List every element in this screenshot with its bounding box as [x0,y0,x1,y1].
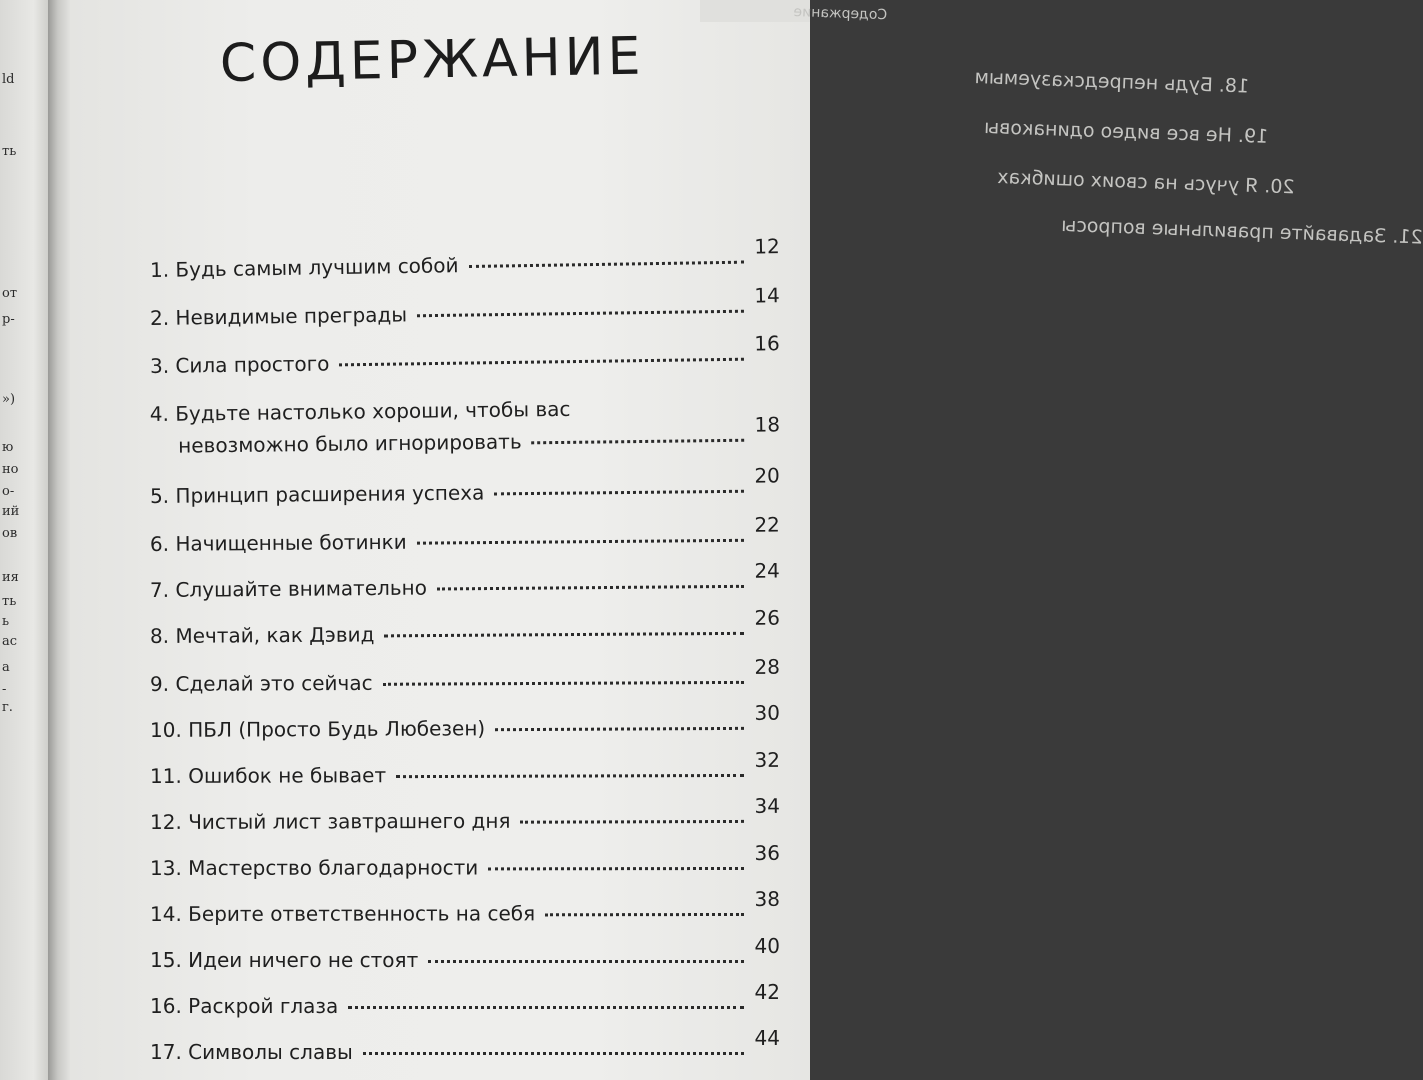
toc-entry-title: Принцип расширения успеха [175,480,485,508]
toc-entry-title: Берите ответственность на себя [188,901,536,926]
toc-entry-number: 14. [149,901,182,926]
toc-entry [149,747,780,788]
toc-entry-page: 42 [754,980,780,1004]
toc-entry-title: Будьте настолько хороши, чтобы вас [175,396,571,426]
facing-page-edge [0,0,48,1080]
toc-entry [150,1026,780,1064]
toc-entry-number: 8. [149,623,170,648]
toc-entry-page: 32 [754,747,780,772]
toc-entry-number: 3. [149,353,170,378]
toc-entry-page: 44 [754,1026,780,1050]
toc-entry-title: Будь самым лучшим собой [175,253,459,282]
toc-entry-page: 28 [754,654,780,679]
dot-leader [363,1052,744,1055]
show-through-text: Содержание [793,4,888,24]
dot-leader [396,774,744,778]
toc-entry-page: 14 [754,283,780,308]
toc-entry-title: Мечтай, как Дэвид [175,622,375,648]
toc-entry-page: 26 [754,605,780,630]
facing-page-fragment: о- [2,484,15,499]
toc-entry [149,234,780,282]
dot-leader [339,358,744,367]
show-through-text: 18. Будь непредсказуемым [974,66,1250,98]
facing-page-fragment: ть [2,144,17,159]
toc-entry-number: 6. [149,531,170,556]
toc-entry-title: Сила простого [175,351,330,378]
dot-leader [383,681,744,686]
dot-leader [469,261,744,268]
toc-entry [149,840,780,880]
show-through-text: 19. Не все видео одинаковы [983,116,1269,148]
toc-entry-number: 16. [150,994,182,1018]
facing-page-fragment: ю [2,440,14,455]
facing-page-fragment: ь [2,614,10,629]
toc-entry [150,934,780,972]
toc-entry-page: 16 [754,331,780,356]
toc-entry [149,463,780,508]
toc-entry-title: Идеи ничего не стоят [188,948,419,972]
toc-entry [149,793,780,834]
page-title: СОДЕРЖАНИЕ [219,26,645,94]
toc-entry-page: 40 [754,934,780,958]
facing-page-fragment: от [2,286,18,301]
toc-entry-title: Начищенные ботинки [175,529,407,556]
dot-leader [532,439,745,445]
dot-leader [417,310,744,318]
facing-page-fragment: ») [2,392,16,407]
toc-entry [149,654,780,696]
toc-entry-title: Символы славы [188,1040,353,1064]
facing-page-fragment: - [2,682,7,697]
contents-page [70,0,1423,1080]
toc-entry-number: 12. [149,809,182,834]
dot-leader [545,913,744,916]
facing-page-fragment: г. [2,700,13,715]
toc-entry [150,394,781,458]
facing-page-fragment: ия [2,570,19,585]
facing-page-fragment: ов [2,526,18,541]
dot-leader [437,585,744,591]
show-through-text: 21. Задавайте правильные вопросы [1061,214,1423,249]
toc-entry-title: Ошибок не бывает [188,763,387,788]
toc-entry-number: 15. [150,948,182,972]
facing-page-fragment: ас [2,634,18,649]
toc-entry-title: ПБЛ (Просто Будь Любезен) [188,716,486,742]
toc-entry-page: 12 [754,234,780,259]
toc-entry-page: 34 [754,793,780,818]
toc-entry-number: 1. [149,257,170,282]
toc-entry-title: Слушайте внимательно [175,575,428,602]
dot-leader [495,727,744,731]
facing-page-fragment: но [2,462,19,477]
toc-entry-number: 4. [149,401,170,427]
toc-entry-number: 9. [149,671,170,696]
toc-entry-title: Сделай это сейчас [175,670,373,696]
toc-entry-number: 17. [150,1040,182,1064]
toc-entry-page: 22 [754,512,780,537]
toc-entry-title-continued: невозможно было игнорировать [178,429,522,458]
toc-entry-page: 36 [754,840,780,865]
toc-entry-number: 7. [149,577,170,602]
toc-entry [149,512,780,556]
toc-entry [149,886,780,926]
toc-entry-number: 5. [149,483,170,508]
toc-entry [149,283,780,330]
toc-entry-title: Чистый лист завтрашнего дня [188,808,511,834]
facing-page-fragment: ий [2,504,20,519]
show-through-text: 20. Я учусь на своих ошибках [996,166,1295,199]
toc-entry-page: 18 [754,412,781,437]
toc-entry-page: 38 [754,886,780,911]
dot-leader [494,490,744,496]
facing-page-fragment: а [2,660,10,675]
facing-page-fragment: р- [2,312,15,327]
toc-entry-title: Раскрой глаза [188,994,339,1018]
dot-leader [520,820,744,824]
facing-page-fragment: ть [2,594,17,609]
dot-leader [348,1006,744,1009]
toc-entry-page: 24 [754,558,780,583]
toc-entry [149,700,780,742]
toc-entry-title: Мастерство благодарности [188,855,479,880]
facing-page-fragment: ld [2,72,15,87]
dot-leader [428,960,744,963]
toc-entry-number: 11. [149,763,182,788]
dot-leader [384,632,744,638]
toc-entry [149,331,780,378]
toc-entry [150,980,780,1018]
toc-entry-number: 2. [149,305,170,330]
toc-entry [149,558,780,602]
book-spine [48,0,70,1080]
toc-entry [149,605,780,648]
dot-leader [417,539,744,545]
toc-entry-number: 13. [149,855,182,880]
toc-entry-title: Невидимые преграды [175,302,408,330]
toc-entry-page: 30 [754,700,780,725]
dot-leader [488,867,744,870]
toc-entry-page: 20 [754,463,780,488]
toc-entry-number: 10. [149,717,182,742]
